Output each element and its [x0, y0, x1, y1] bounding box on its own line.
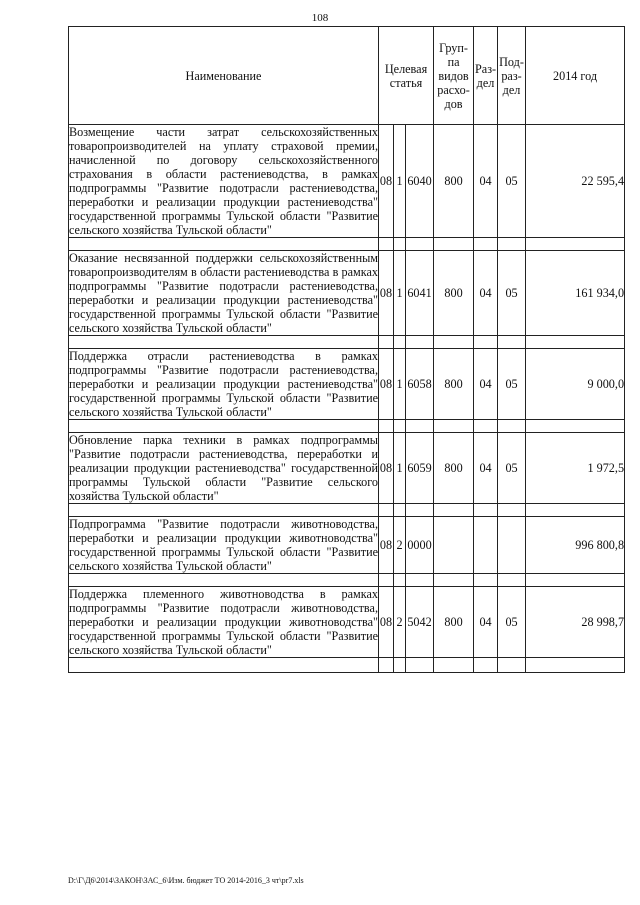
row-target-code: 6040 [406, 125, 434, 238]
spacer-cell [474, 574, 498, 587]
row-target-program: 08 [379, 251, 394, 336]
spacer-cell [394, 658, 406, 673]
spacer-cell [474, 504, 498, 517]
row-section: 04 [474, 251, 498, 336]
spacer-cell [379, 574, 394, 587]
row-subsection: 05 [498, 251, 526, 336]
row-target-program: 08 [379, 517, 394, 574]
spacer-cell [394, 336, 406, 349]
row-target-program: 08 [379, 587, 394, 658]
row-target-program: 08 [379, 349, 394, 420]
table-row [69, 349, 625, 420]
row-section [474, 517, 498, 574]
spacer-cell [498, 336, 526, 349]
row-expense-group: 800 [434, 433, 474, 504]
row-target-program: 08 [379, 125, 394, 238]
row-target-subprogram: 1 [394, 349, 406, 420]
spacer-row [69, 420, 625, 433]
spacer-cell [474, 420, 498, 433]
table-row [69, 433, 625, 504]
spacer-cell [526, 574, 625, 587]
row-expense-group: 800 [434, 587, 474, 658]
table-row [69, 125, 625, 238]
spacer-row [69, 238, 625, 251]
row-target-subprogram: 1 [394, 433, 406, 504]
spacer-cell [498, 420, 526, 433]
row-amount-2014: 1 972,5 [526, 433, 625, 504]
row-expense-group: 800 [434, 349, 474, 420]
spacer-cell [394, 574, 406, 587]
spacer-cell [474, 336, 498, 349]
row-subsection: 05 [498, 349, 526, 420]
table-body [69, 125, 625, 673]
spacer-cell [434, 574, 474, 587]
spacer-cell [498, 504, 526, 517]
row-target-subprogram: 1 [394, 125, 406, 238]
spacer-cell [406, 420, 434, 433]
spacer-row [69, 336, 625, 349]
spacer-cell [379, 336, 394, 349]
row-subsection: 05 [498, 433, 526, 504]
row-target-code: 6041 [406, 251, 434, 336]
spacer-cell [394, 504, 406, 517]
row-expense-group: 800 [434, 251, 474, 336]
row-section: 04 [474, 433, 498, 504]
spacer-cell [69, 658, 379, 673]
row-section: 04 [474, 125, 498, 238]
spacer-cell [474, 658, 498, 673]
row-subsection: 05 [498, 587, 526, 658]
spacer-row [69, 574, 625, 587]
row-expense-group: 800 [434, 125, 474, 238]
spacer-cell [474, 238, 498, 251]
header-year-2014: 2014 год [526, 27, 625, 125]
table-row [69, 517, 625, 574]
row-amount-2014: 9 000,0 [526, 349, 625, 420]
row-target-subprogram: 2 [394, 587, 406, 658]
footer-file-path: D:\Г\Д6\2014\ЗАКОН\ЗАС_6\Изм. бюджет ТО 2014-2016_3 чт\pr7.xls [68, 876, 304, 885]
row-target-code: 5042 [406, 587, 434, 658]
spacer-cell [379, 420, 394, 433]
row-amount-2014: 161 934,0 [526, 251, 625, 336]
row-target-program: 08 [379, 433, 394, 504]
spacer-cell [498, 658, 526, 673]
spacer-row [69, 504, 625, 517]
row-target-code: 6059 [406, 433, 434, 504]
row-amount-2014: 28 998,7 [526, 587, 625, 658]
spacer-cell [394, 420, 406, 433]
spacer-cell [379, 504, 394, 517]
table-header-row [69, 27, 625, 125]
page-number: 108 [311, 12, 329, 24]
row-subsection [498, 517, 526, 574]
spacer-cell [69, 504, 379, 517]
spacer-cell [434, 238, 474, 251]
row-target-code: 0000 [406, 517, 434, 574]
table-row [69, 251, 625, 336]
row-name: Возмещение части затрат сельскохозяйственных товаропроизводителей на уплату страховой премии, начисленной по договору сельскохозяйственного страхования в области растениеводства, в рамках подпрограммы "Развитие подотрасли растениеводства, переработки и реализации продукции растениеводства" государственной программы Тульской области "Развитие сельского хозяйства Тульской области" [69, 125, 378, 237]
row-subsection: 05 [498, 125, 526, 238]
spacer-cell [526, 504, 625, 517]
header-section: Раз-дел [474, 27, 498, 125]
row-target-subprogram: 2 [394, 517, 406, 574]
row-expense-group [434, 517, 474, 574]
spacer-cell [526, 420, 625, 433]
spacer-cell [434, 504, 474, 517]
spacer-cell [394, 238, 406, 251]
spacer-cell [69, 238, 379, 251]
row-section: 04 [474, 349, 498, 420]
row-name: Обновление парка техники в рамках подпрограммы "Развитие подотрасли растениеводства, переработки и реализации продукции растениеводства" государственной программы Тульской области "Развитие сельского хозяйства Тульской области" [69, 433, 378, 503]
row-target-subprogram: 1 [394, 251, 406, 336]
budget-table [68, 26, 625, 673]
spacer-cell [406, 336, 434, 349]
spacer-cell [69, 336, 379, 349]
spacer-cell [406, 504, 434, 517]
table-row [69, 587, 625, 658]
spacer-cell [526, 238, 625, 251]
spacer-cell [406, 574, 434, 587]
spacer-cell [498, 574, 526, 587]
header-target-article: Целевая статья [379, 27, 434, 125]
row-amount-2014: 22 595,4 [526, 125, 625, 238]
row-section: 04 [474, 587, 498, 658]
header-subsection: Под-раз-дел [498, 27, 526, 125]
spacer-cell [69, 574, 379, 587]
row-name: Подпрограмма "Развитие подотрасли животноводства, переработки и реализации продукции животноводства" государственной программы Тульской области "Развитие сельского хозяйства Тульской области" [69, 517, 378, 573]
spacer-cell [498, 238, 526, 251]
spacer-cell [406, 658, 434, 673]
spacer-cell [434, 420, 474, 433]
spacer-cell [434, 336, 474, 349]
row-name: Поддержка племенного животноводства в рамках подпрограммы "Развитие подотрасли животноводства, переработки и реализации продукции животноводства" государственной программы Тульской области "Развитие сельского хозяйства Тульской области" [69, 587, 378, 657]
row-name: Поддержка отрасли растениеводства в рамках подпрограммы "Развитие подотрасли растениеводства, переработки и реализации продукции растениеводства" государственной программы Тульской области "Развитие сельского хозяйства Тульской области" [69, 349, 378, 419]
spacer-cell [379, 238, 394, 251]
header-expense-group: Груп-па видов расхо-дов [434, 27, 474, 125]
spacer-cell [526, 336, 625, 349]
header-name: Наименование [69, 27, 379, 125]
spacer-cell [379, 658, 394, 673]
row-amount-2014: 996 800,8 [526, 517, 625, 574]
spacer-cell [69, 420, 379, 433]
row-target-code: 6058 [406, 349, 434, 420]
spacer-cell [406, 238, 434, 251]
spacer-row [69, 658, 625, 673]
row-name: Оказание несвязанной поддержки сельскохозяйственным товаропроизводителям в области растениеводства в рамках подпрограммы "Развитие подотрасли растениеводства, переработки и реализации продукции растениеводства" государственной программы Тульской области "Развитие сельского хозяйства Тульской области" [69, 251, 378, 335]
spacer-cell [526, 658, 625, 673]
spacer-cell [434, 658, 474, 673]
